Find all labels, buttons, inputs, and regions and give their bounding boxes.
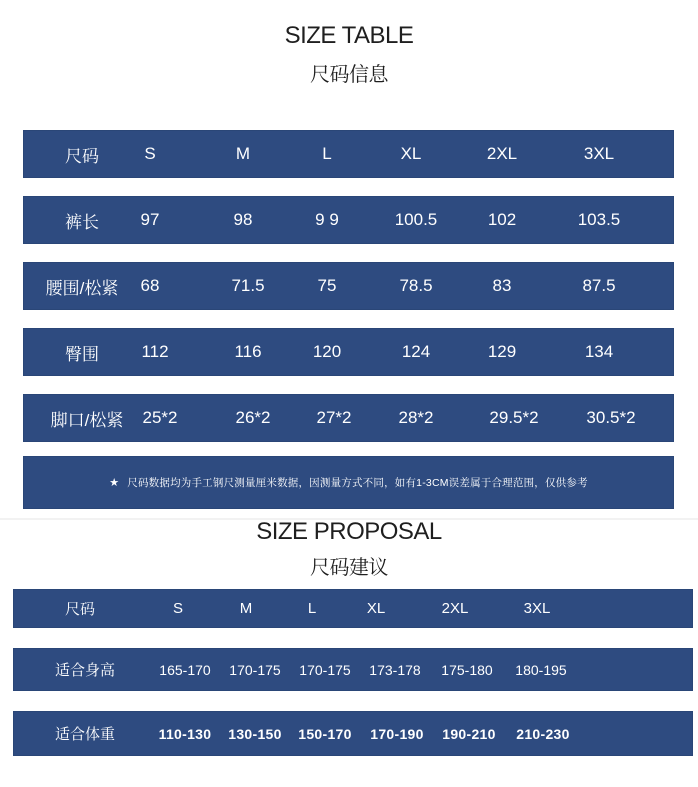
size-proposal-subtitle: 尺码建议 — [310, 557, 388, 579]
cell-2xl: 102 — [487, 210, 517, 229]
cell-l: 75 — [317, 276, 337, 295]
size-proposal-row-height — [14, 649, 692, 690]
cell-m: 26*2 — [235, 408, 271, 427]
cell-l: L — [307, 600, 317, 617]
size-table-row-hem — [24, 395, 673, 441]
cell-s: 68 — [140, 276, 160, 295]
row-label: 适合体重 — [54, 726, 115, 743]
size-note-bar — [24, 457, 673, 508]
size-table-subtitle: 尺码信息 — [310, 64, 388, 86]
row-label: 腰围/松紧 — [45, 278, 119, 298]
size-proposal-title: SIZE PROPOSAL — [256, 518, 442, 545]
star-icon: ★ — [109, 477, 120, 489]
size-note-text: 尺码数据均为手工钢尺测量厘米数据，因测量方式不同，如有1-3CM误差属于合理范围，仅供参考 — [127, 477, 588, 489]
cell-3xl: 180-195 — [515, 661, 567, 678]
cell-2xl: 2XL — [441, 600, 469, 617]
cell-l: 27*2 — [316, 408, 352, 427]
cell-2xl: 190-210 — [442, 725, 496, 742]
cell-xl: 170-190 — [370, 725, 424, 742]
cell-s: S — [172, 600, 183, 617]
cell-s: S — [144, 144, 156, 163]
cell-l: 170-175 — [299, 661, 351, 678]
cell-m: 170-175 — [229, 661, 281, 678]
cell-2xl: 129 — [487, 342, 517, 361]
cell-3xl: 3XL — [583, 144, 615, 163]
cell-m: M — [239, 600, 253, 617]
size-note — [24, 457, 673, 508]
size-proposal-row-weight — [14, 712, 692, 755]
row-label: 裤长 — [65, 212, 99, 232]
row-label: 尺码 — [65, 146, 99, 166]
row-label: 脚口/松紧 — [50, 410, 124, 430]
cell-xl: XL — [366, 600, 386, 617]
cell-s: 110-130 — [158, 725, 212, 742]
cell-3xl: 87.5 — [582, 276, 616, 295]
cell-s: 97 — [140, 210, 160, 229]
size-table-row-hip — [24, 329, 673, 375]
cell-m: 130-150 — [228, 725, 282, 742]
cell-s: 25*2 — [142, 408, 178, 427]
cell-xl: 78.5 — [399, 276, 433, 295]
cell-m: 71.5 — [231, 276, 265, 295]
cell-2xl: 175-180 — [441, 661, 493, 678]
cell-3xl: 3XL — [523, 600, 551, 617]
cell-xl: 173-178 — [369, 661, 421, 678]
size-table-row-waist — [24, 263, 673, 309]
cell-xl: XL — [400, 144, 422, 163]
cell-l: 120 — [312, 342, 342, 361]
row-label: 臀围 — [65, 344, 99, 364]
cell-m: 98 — [233, 210, 253, 229]
cell-3xl: 210-230 — [516, 725, 570, 742]
size-table-row-length — [24, 197, 673, 243]
cell-xl: 124 — [401, 342, 431, 361]
cell-xl: 100.5 — [394, 210, 438, 229]
cell-2xl: 2XL — [486, 144, 518, 163]
size-table-row-size — [24, 131, 673, 177]
cell-s: 165-170 — [159, 661, 211, 678]
cell-l: 9 9 — [315, 210, 339, 229]
cell-m: 116 — [234, 342, 262, 361]
cell-3xl: 103.5 — [577, 210, 621, 229]
size-table-title: SIZE TABLE — [284, 22, 414, 49]
cell-m: M — [235, 144, 251, 163]
row-label: 尺码 — [64, 601, 95, 618]
cell-l: 150-170 — [298, 725, 352, 742]
cell-l: L — [322, 144, 332, 163]
cell-2xl: 29.5*2 — [489, 408, 539, 427]
cell-3xl: 134 — [584, 342, 614, 361]
cell-xl: 28*2 — [398, 408, 434, 427]
cell-s: 112 — [141, 342, 169, 361]
size-proposal-row-size — [14, 590, 692, 627]
row-label: 适合身高 — [54, 662, 115, 679]
cell-2xl: 83 — [492, 276, 512, 295]
cell-3xl: 30.5*2 — [586, 408, 636, 427]
